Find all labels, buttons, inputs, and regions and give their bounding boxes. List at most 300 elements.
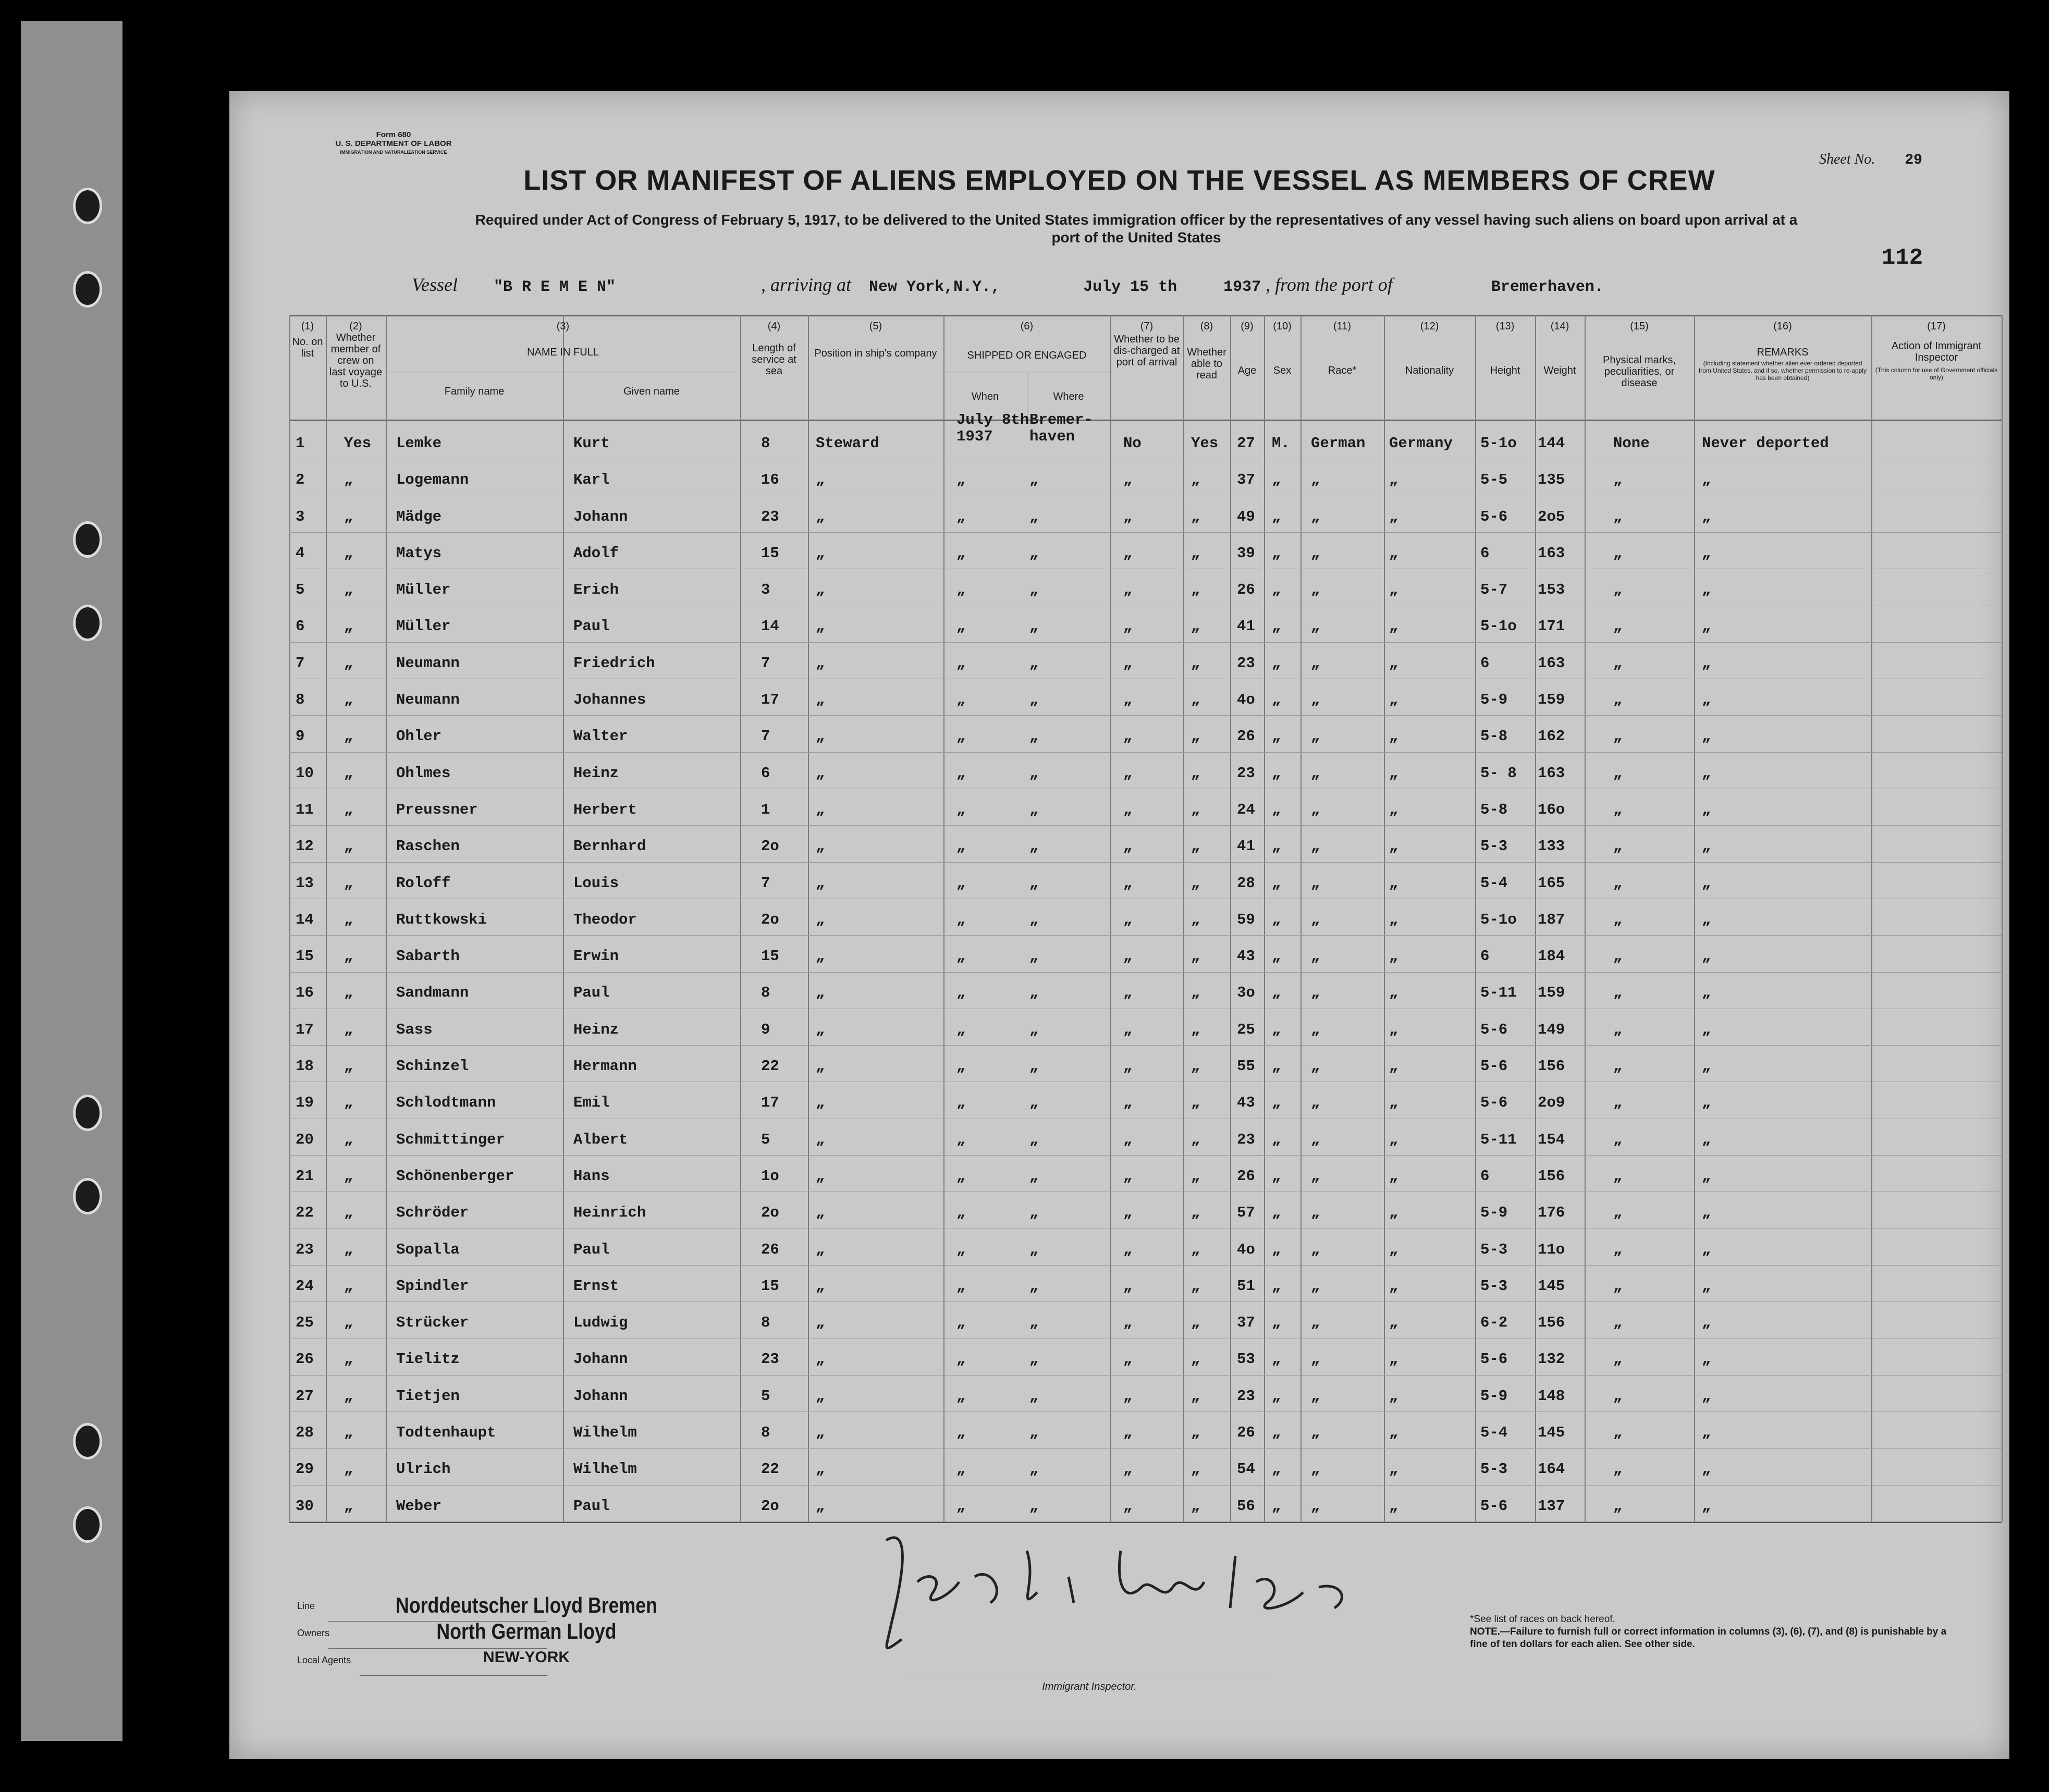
row-rule [289, 1155, 2002, 1156]
remarks-cell: „ [1702, 1241, 1711, 1258]
remarks-cell: „ [1702, 728, 1711, 745]
discharged-cell: „ [1123, 1167, 1133, 1185]
weight-cell: 149 [1538, 1021, 1565, 1038]
race-cell: „ [1311, 1021, 1320, 1038]
row-rule [289, 935, 2002, 936]
sex-cell: „ [1272, 1497, 1281, 1515]
shipped-when-cell: „ [956, 1277, 966, 1295]
remarks-cell: „ [1702, 911, 1711, 928]
age-cell: 28 [1237, 874, 1255, 892]
family-name-cell: Ohler [396, 728, 442, 745]
previous-voyage-cell: „ [344, 984, 353, 1002]
vessel-line [412, 274, 1976, 296]
physical-marks-cell: „ [1613, 691, 1623, 709]
line-label: Line [297, 1601, 315, 1611]
given-name-cell: Louis [573, 874, 619, 892]
shipped-where-cell: „ [1029, 1131, 1039, 1148]
sex-cell: „ [1272, 1021, 1281, 1038]
previous-voyage-cell: „ [344, 948, 353, 965]
discharged-cell: „ [1123, 1021, 1133, 1038]
position-cell: „ [816, 1424, 825, 1442]
given-name-cell: Johannes [573, 691, 646, 709]
row-number-cell: 29 [296, 1460, 314, 1478]
family-name-cell: Sass [396, 1021, 433, 1038]
table-row [289, 1448, 2002, 1484]
race-cell: „ [1311, 1314, 1320, 1332]
shipped-when-cell: „ [956, 1021, 966, 1038]
discharged-cell: „ [1123, 618, 1133, 635]
remarks-cell: „ [1702, 1351, 1711, 1368]
remarks-cell: „ [1702, 691, 1711, 709]
row-rule [289, 1411, 2002, 1412]
given-name-cell: Ludwig [573, 1314, 628, 1332]
service-length-cell: 17 [761, 1094, 779, 1112]
family-name-cell: Sopalla [396, 1241, 460, 1258]
sex-cell: „ [1272, 1351, 1281, 1368]
shipped-when-cell: „ [956, 984, 966, 1002]
row-number-cell: 4 [296, 544, 305, 562]
shipped-where-cell: „ [1029, 911, 1039, 928]
shipped-when-cell: „ [956, 1460, 966, 1478]
sex-cell: „ [1272, 1314, 1281, 1332]
discharged-cell: „ [1123, 728, 1133, 745]
sex-cell: „ [1272, 984, 1281, 1002]
race-cell: „ [1311, 911, 1320, 928]
nationality-cell: „ [1389, 581, 1398, 599]
family-name-cell: Strücker [396, 1314, 469, 1332]
table-row [289, 1192, 2002, 1228]
shipped-when-cell: „ [956, 1241, 966, 1258]
remarks-cell: „ [1702, 1460, 1711, 1478]
race-cell: „ [1311, 654, 1320, 672]
row-number-cell: 12 [296, 838, 314, 855]
shipped-when-cell: „ [956, 1387, 966, 1405]
shipped-where-cell: „ [1029, 1424, 1039, 1442]
weight-cell: 184 [1538, 948, 1565, 965]
age-cell: 55 [1237, 1058, 1255, 1075]
race-cell: „ [1311, 508, 1320, 525]
row-rule [289, 1448, 2002, 1449]
physical-marks-cell: „ [1613, 1387, 1623, 1405]
given-name-cell: Wilhelm [573, 1460, 637, 1478]
sex-cell: „ [1272, 1241, 1281, 1258]
able-to-read-cell: „ [1191, 1351, 1200, 1368]
age-cell: 3o [1237, 984, 1255, 1002]
given-name-cell: Herbert [573, 801, 637, 818]
family-name-cell: Tielitz [396, 1351, 460, 1368]
col-11-num: (11) [1333, 321, 1352, 332]
service-length-cell: 15 [761, 544, 779, 562]
able-to-read-cell: „ [1191, 874, 1200, 892]
sex-cell: „ [1272, 1277, 1281, 1295]
table-row [289, 789, 2002, 825]
nationality-cell: „ [1389, 838, 1398, 855]
family-name-cell: Schlodtmann [396, 1094, 496, 1112]
sex-cell: „ [1272, 728, 1281, 745]
previous-voyage-cell: „ [344, 1387, 353, 1405]
row-number-cell: 22 [296, 1204, 314, 1222]
position-cell: „ [816, 618, 825, 635]
remarks-cell: „ [1702, 1167, 1711, 1185]
position-cell: „ [816, 874, 825, 892]
fine-note: NOTE.—Failure to furnish full or correct information in columns (3), (6), (7), and (8) is punishable by a fine of ten dollars for each alien. See other side. [1470, 1626, 1947, 1650]
age-cell: 43 [1237, 948, 1255, 965]
family-name-cell: Logemann [396, 471, 469, 489]
row-number-cell: 7 [296, 654, 305, 672]
binder-hole [73, 521, 102, 558]
previous-voyage-cell: „ [344, 1277, 353, 1295]
binder-hole [73, 188, 102, 224]
weight-cell: 148 [1538, 1387, 1565, 1405]
previous-voyage-cell: „ [344, 654, 353, 672]
service-length-cell: 2o [761, 1204, 779, 1222]
given-name-cell: Kurt [573, 435, 610, 452]
table-row [289, 935, 2002, 972]
shipped-when-cell: „ [956, 1094, 966, 1112]
nationality-cell: „ [1389, 544, 1398, 562]
table-row [289, 1229, 2002, 1265]
able-to-read-cell: Yes [1191, 435, 1219, 452]
shipped-where-cell: „ [1029, 581, 1039, 599]
row-rule [289, 532, 2002, 533]
table-row [289, 1338, 2002, 1374]
service-length-cell: 23 [761, 1351, 779, 1368]
weight-cell: 11o [1538, 1241, 1565, 1258]
service-length-cell: 6 [761, 764, 770, 782]
table-row [289, 569, 2002, 605]
given-name-cell: Bernhard [573, 838, 646, 855]
row-rule [289, 825, 2002, 826]
shipped-where-cell: „ [1029, 1387, 1039, 1405]
family-name-cell: Tietjen [396, 1387, 460, 1405]
table-top-rule [289, 315, 2002, 316]
when-header: When [971, 391, 999, 402]
previous-voyage-cell: „ [344, 1094, 353, 1112]
page-subtitle [334, 211, 1939, 247]
service-length-cell: 5 [761, 1131, 770, 1148]
previous-voyage-cell: „ [344, 838, 353, 855]
race-cell: German [1311, 435, 1366, 452]
row-number-cell: 1 [296, 435, 305, 452]
family-name-cell: Mädge [396, 508, 442, 525]
remarks-cell: „ [1702, 764, 1711, 782]
position-cell: „ [816, 471, 825, 489]
row-rule [289, 715, 2002, 716]
able-to-read-cell: „ [1191, 1021, 1200, 1038]
weight-cell: 164 [1538, 1460, 1565, 1478]
able-to-read-cell: „ [1191, 1460, 1200, 1478]
able-to-read-cell: „ [1191, 1131, 1200, 1148]
agents-label: Local Agents [297, 1655, 351, 1665]
previous-voyage-cell: „ [344, 1460, 353, 1478]
able-to-read-cell: „ [1191, 764, 1200, 782]
weight-cell: 165 [1538, 874, 1565, 892]
sex-cell: „ [1272, 544, 1281, 562]
height-cell: 5-6 [1480, 1094, 1508, 1112]
physical-marks-cell: „ [1613, 654, 1623, 672]
discharged-cell: „ [1123, 764, 1133, 782]
remarks-cell: „ [1702, 874, 1711, 892]
race-cell: „ [1311, 838, 1320, 855]
able-to-read-cell: „ [1191, 654, 1200, 672]
col-12-label: Nationality [1405, 365, 1454, 376]
discharged-cell: „ [1123, 581, 1133, 599]
service-length-cell: 7 [761, 728, 770, 745]
weight-cell: 16o [1538, 801, 1565, 818]
remarks-cell: „ [1702, 1314, 1711, 1332]
col-5-label: Position in ship's company [814, 348, 937, 359]
position-cell: „ [816, 1021, 825, 1038]
family-name-cell: Neumann [396, 654, 460, 672]
binder-hole [73, 605, 102, 641]
height-cell: 5-6 [1480, 1021, 1508, 1038]
able-to-read-cell: „ [1191, 618, 1200, 635]
row-rule [289, 1485, 2002, 1486]
able-to-read-cell: „ [1191, 1094, 1200, 1112]
physical-marks-cell: „ [1613, 1058, 1623, 1075]
physical-marks-cell: „ [1613, 1204, 1623, 1222]
discharged-cell: „ [1123, 1277, 1133, 1295]
inspector-label: Immigrant Inspector. [1042, 1681, 1137, 1692]
footer-labels [297, 1592, 351, 1674]
family-name-cell: Neumann [396, 691, 460, 709]
inspector-signature [870, 1519, 1392, 1665]
sex-cell: „ [1272, 838, 1281, 855]
shipped-where-cell: „ [1029, 1277, 1039, 1295]
col-7-num: (7) [1140, 321, 1154, 332]
height-cell: 5-3 [1480, 1241, 1508, 1258]
given-name-cell: Paul [573, 1497, 610, 1515]
given-name-cell: Erich [573, 581, 619, 599]
position-cell: „ [816, 1277, 825, 1295]
age-cell: 26 [1237, 1424, 1255, 1442]
shipped-where-cell: „ [1029, 544, 1039, 562]
discharged-cell: „ [1123, 1094, 1133, 1112]
given-name-cell: Erwin [573, 948, 619, 965]
age-cell: 23 [1237, 654, 1255, 672]
col-13-num: (13) [1495, 321, 1515, 332]
row-number-cell: 24 [296, 1277, 314, 1295]
shipped-where-cell: „ [1029, 728, 1039, 745]
previous-voyage-cell: „ [344, 801, 353, 818]
remarks-cell: „ [1702, 618, 1711, 635]
col-17-num: (17) [1927, 321, 1946, 332]
given-name-cell: Theodor [573, 911, 637, 928]
col-15-num: (15) [1630, 321, 1649, 332]
position-cell: „ [816, 544, 825, 562]
shipped-when-cell: „ [956, 728, 966, 745]
table-row [289, 972, 2002, 1008]
physical-marks-cell: „ [1613, 1497, 1623, 1515]
previous-voyage-cell: „ [344, 1351, 353, 1368]
height-cell: 5-7 [1480, 581, 1508, 599]
height-cell: 5-8 [1480, 801, 1508, 818]
age-cell: 26 [1237, 581, 1255, 599]
physical-marks-cell: „ [1613, 581, 1623, 599]
physical-marks-cell: „ [1613, 838, 1623, 855]
discharged-cell: „ [1123, 1204, 1133, 1222]
race-cell: „ [1311, 1094, 1320, 1112]
sex-cell: „ [1272, 764, 1281, 782]
shipped-where-cell: „ [1029, 1241, 1039, 1258]
shipped-when-cell: „ [956, 1058, 966, 1075]
race-cell: „ [1311, 1277, 1320, 1295]
discharged-cell: „ [1123, 691, 1133, 709]
family-name-header: Family name [444, 386, 505, 397]
table-row [289, 496, 2002, 532]
able-to-read-cell: „ [1191, 728, 1200, 745]
given-name-cell: Heinz [573, 764, 619, 782]
height-cell: 5-1o [1480, 435, 1517, 452]
discharged-cell: „ [1123, 1387, 1133, 1405]
race-cell: „ [1311, 581, 1320, 599]
row-number-cell: 26 [296, 1351, 314, 1368]
remarks-cell: Never deported [1702, 435, 1829, 452]
able-to-read-cell: „ [1191, 581, 1200, 599]
remarks-cell: „ [1702, 471, 1711, 489]
nationality-cell: „ [1389, 728, 1398, 745]
position-cell: „ [816, 1387, 825, 1405]
nationality-cell: „ [1389, 1204, 1398, 1222]
service-length-cell: 22 [761, 1460, 779, 1478]
nationality-cell: „ [1389, 1387, 1398, 1405]
shipped-when-cell: „ [956, 1351, 966, 1368]
physical-marks-cell: „ [1613, 1277, 1623, 1295]
race-cell: „ [1311, 1497, 1320, 1515]
height-cell: 5-3 [1480, 1277, 1508, 1295]
nationality-cell: „ [1389, 801, 1398, 818]
height-cell: 5-6 [1480, 1058, 1508, 1075]
sex-cell: M. [1272, 435, 1290, 452]
row-number-cell: 13 [296, 874, 314, 892]
binder-hole [73, 1178, 102, 1214]
shipped-when-cell: „ [956, 618, 966, 635]
table-row [289, 532, 2002, 569]
physical-marks-cell: „ [1613, 801, 1623, 818]
family-name-cell: Sandmann [396, 984, 469, 1002]
given-name-cell: Paul [573, 984, 610, 1002]
discharged-cell: „ [1123, 801, 1133, 818]
family-name-cell: Schinzel [396, 1058, 469, 1075]
family-name-cell: Matys [396, 544, 442, 562]
previous-voyage-cell: „ [344, 874, 353, 892]
family-name-cell: Lemke [396, 435, 442, 452]
table-row [289, 825, 2002, 862]
service-length-cell: 2o [761, 911, 779, 928]
shipped-when-cell: „ [956, 838, 966, 855]
weight-cell: 163 [1538, 544, 1565, 562]
binder-hole [73, 271, 102, 308]
family-name-cell: Sabarth [396, 948, 460, 965]
given-name-cell: Albert [573, 1131, 628, 1148]
row-number-cell: 9 [296, 728, 305, 745]
able-to-read-cell: „ [1191, 471, 1200, 489]
position-cell: „ [816, 1167, 825, 1185]
table-row [289, 1045, 2002, 1082]
weight-cell: 145 [1538, 1277, 1565, 1295]
family-name-cell: Ohlmes [396, 764, 451, 782]
service-length-cell: 2o [761, 1497, 779, 1515]
given-name-cell: Paul [573, 1241, 610, 1258]
weight-cell: 154 [1538, 1131, 1565, 1148]
age-cell: 54 [1237, 1460, 1255, 1478]
col-16-num: (16) [1773, 321, 1792, 332]
shipped-where-cell: „ [1029, 948, 1039, 965]
table-row [289, 1155, 2002, 1192]
shipped-when-cell: „ [956, 911, 966, 928]
nationality-cell: „ [1389, 1241, 1398, 1258]
previous-voyage-cell: „ [344, 1058, 353, 1075]
sex-cell: „ [1272, 581, 1281, 599]
discharged-cell: „ [1123, 654, 1133, 672]
col-13-label: Height [1490, 365, 1520, 376]
physical-marks-cell: „ [1613, 1314, 1623, 1332]
col-10-num: (10) [1273, 321, 1292, 332]
physical-marks-cell: „ [1613, 618, 1623, 635]
remarks-cell: „ [1702, 838, 1711, 855]
position-cell: „ [816, 1131, 825, 1148]
position-cell: „ [816, 1058, 825, 1075]
table-row [289, 642, 2002, 679]
sex-cell: „ [1272, 1204, 1281, 1222]
subtitle-line-2: port of the United States [1051, 229, 1221, 246]
age-cell: 26 [1237, 1167, 1255, 1185]
col-14-num: (14) [1550, 321, 1569, 332]
able-to-read-cell: „ [1191, 984, 1200, 1002]
col-8-num: (8) [1200, 321, 1213, 332]
family-name-cell: Raschen [396, 838, 460, 855]
table-row [289, 1082, 2002, 1118]
age-cell: 53 [1237, 1351, 1255, 1368]
physical-marks-cell: „ [1613, 984, 1623, 1002]
arriving-label: , arriving at [761, 274, 852, 295]
service-length-cell: 8 [761, 984, 770, 1002]
row-number-cell: 20 [296, 1131, 314, 1148]
nationality-cell: „ [1389, 654, 1398, 672]
given-name-cell: Johann [573, 1351, 628, 1368]
race-cell: „ [1311, 1167, 1320, 1185]
discharged-cell: No [1123, 435, 1142, 452]
physical-marks-cell: „ [1613, 1021, 1623, 1038]
previous-voyage-cell: Yes [344, 435, 372, 452]
weight-cell: 137 [1538, 1497, 1565, 1515]
race-note: *See list of races on back hereof. [1470, 1614, 1615, 1625]
nationality-cell: „ [1389, 1314, 1398, 1332]
shipped-where-cell: „ [1029, 1351, 1039, 1368]
shipped-where-cell: „ [1029, 1021, 1039, 1038]
arrival-port: New York,N.Y., [869, 278, 1001, 296]
remarks-cell: „ [1702, 948, 1711, 965]
row-number-cell: 18 [296, 1058, 314, 1075]
row-number-cell: 19 [296, 1094, 314, 1112]
previous-voyage-cell: „ [344, 691, 353, 709]
given-name-cell: Heinz [573, 1021, 619, 1038]
previous-voyage-cell: „ [344, 764, 353, 782]
shipped-where-cell: „ [1029, 1204, 1039, 1222]
race-cell: „ [1311, 691, 1320, 709]
shipped-when-cell: „ [956, 1424, 966, 1442]
given-name-header: Given name [623, 386, 680, 397]
row-number-cell: 23 [296, 1241, 314, 1258]
age-cell: 24 [1237, 801, 1255, 818]
service-length-cell: 15 [761, 948, 779, 965]
form-id-block [334, 130, 453, 157]
physical-marks-cell: „ [1613, 874, 1623, 892]
row-number-cell: 8 [296, 691, 305, 709]
position-cell: „ [816, 581, 825, 599]
shipped-where-cell: „ [1029, 984, 1039, 1002]
race-cell: „ [1311, 618, 1320, 635]
